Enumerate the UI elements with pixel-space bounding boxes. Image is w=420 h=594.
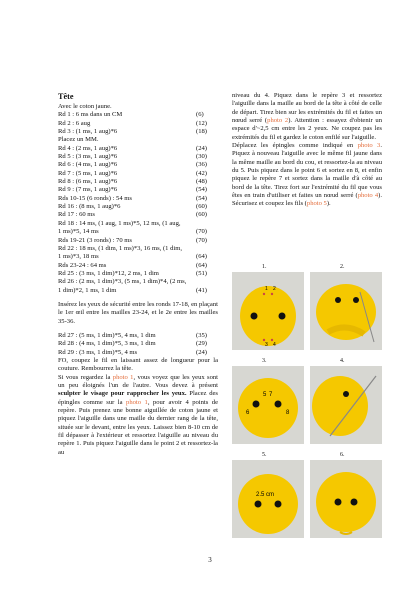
- photo-1: [232, 264, 304, 350]
- photo-number: 1.: [262, 264, 267, 270]
- round-row: Rd 25 : (3 ms, 1 dim)*12, 2 ms, 1 dim (51): [58, 269, 207, 277]
- round-row: Rd 29 : (3 ms, 1 dim)*5, 4 ms (24): [58, 348, 207, 356]
- measure-label: 2.5 cm: [256, 492, 275, 498]
- photo-link[interactable]: photo 1: [126, 398, 148, 406]
- marker: 7: [269, 392, 273, 398]
- place-mm: Placez un MM.: [58, 136, 99, 144]
- photo-link[interactable]: photo 4: [357, 192, 379, 200]
- round-26a: Rd 26 : (2 ms, 1 dim)*3, (5 ms, 1 dim)*4, (2 ms,: [58, 278, 187, 286]
- page-number: 3: [208, 556, 212, 564]
- photo-link[interactable]: photo 5: [306, 200, 327, 208]
- photo-image: [310, 272, 382, 350]
- photo-number: 3.: [262, 358, 267, 364]
- photo-number: 4.: [340, 358, 345, 364]
- marker: 6: [246, 410, 250, 416]
- right-paragraph-2: Déplacez les épingles comme indiqué en photo 3. Piquez à nouveau l'aiguille avec le même fil jaune dans la même maille au bord du cou, et ressortez-la au niveau du 5. Puis piquez dans le point 6 et sortez en 8, et enfin piquez le repère 7 et sortez dans la maille d'à côté au bord de la tête. Tirez fort sur l'extrémité du fil que vous êtes en train d'utiliser et faites un nœud serré (photo 4). Sécurisez et coupez les fils (photo 5).: [232, 142, 382, 208]
- round-row: Rd 3 : (1 ms, 1 aug)*6 (18): [58, 128, 207, 136]
- fo-paragraph: FO, coupez le fil en laissant assez de longueur pour la couture. Rembourrez la tête.: [58, 356, 218, 373]
- section-heading: Tête: [58, 92, 74, 101]
- right-paragraph-1: niveau du 4. Piquez dans le repère 3 et ressortez l'aiguille dans la maille au bord de la tête à côté de celle de départ. Tirez bien sur les extrémités du fil et faites un nœud serré (photo 2). Attention : essayez d'obtenir un espace d'~2,5 cm entre les 2 yeux. Ne coupez pas les extrémités du fil et gardez le coton enfilé sur l'aiguille.: [232, 92, 382, 141]
- round-26b: 1 dim)*2, 1 ms, 1 dim (41): [58, 286, 207, 294]
- photo-image: [310, 366, 382, 444]
- round-row: Rd 2 : 6 aug (12): [58, 119, 207, 127]
- round-row: Rd 1 : 6 ms dans un CM (6): [58, 111, 204, 119]
- photo-3: [232, 358, 304, 444]
- round-row: Rd 9 : (7 ms, 1 aug)*6 (54): [58, 186, 207, 194]
- round-row: Rds 19-21 (3 ronds) : 70 ms (70): [58, 236, 207, 244]
- round-22a: Rd 22 : 18 ms, (1 dim, 1 ms)*3, 16 ms, (1 dim,: [58, 244, 183, 252]
- photo-number: 5.: [262, 452, 267, 458]
- photo-grid: [232, 264, 382, 544]
- intro-line: Avec le coton jaune.: [58, 103, 112, 110]
- photo-4: [310, 358, 382, 444]
- photo-5: [232, 452, 304, 538]
- photo-number: 2.: [340, 264, 345, 270]
- right-column: [232, 92, 382, 209]
- marker: 1: [265, 286, 268, 292]
- round-row: Rd 27 : (5 ms, 1 dim)*5, 4 ms, 1 dim (35): [58, 331, 207, 339]
- round-row: Rd 17 : 60 ms (60): [58, 211, 207, 219]
- photo-image: [310, 460, 382, 538]
- photo-6: [310, 452, 382, 538]
- photo-link[interactable]: photo 3: [357, 142, 381, 150]
- round-row: Rd 5 : (3 ms, 1 aug)*6 (30): [58, 153, 207, 161]
- round-row: Rds 23-24 : 64 ms (64): [58, 261, 207, 269]
- photo-number: 6.: [340, 452, 345, 458]
- round-row: Rd 16 : (8 ms, 1 aug)*6 (60): [58, 203, 207, 211]
- round-18b: 1 ms)*5, 14 ms (70): [58, 228, 207, 236]
- photo-image: [232, 366, 304, 444]
- marker: 5: [263, 392, 267, 398]
- round-row: Rd 8 : (6 ms, 1 aug)*6 (48): [58, 178, 207, 186]
- marker: 8: [286, 410, 290, 416]
- photo-link[interactable]: photo 1: [112, 373, 134, 381]
- marker: 2: [273, 286, 276, 292]
- round-row: Rd 28 : (4 ms, 1 dim)*5, 3 ms, 1 dim (29): [58, 340, 207, 348]
- eyes-paragraph: Insérez les yeux de sécurité entre les ronds 17-18, en plaçant le 1er œil entre les mailles 23-24, et le 2e entre les mailles 35-36.: [58, 300, 218, 325]
- marker: 3: [265, 342, 268, 348]
- round-row: Rd 4 : (2 ms, 1 aug)*6 (24): [58, 144, 207, 152]
- photo-link[interactable]: photo 2: [267, 117, 289, 125]
- round-22b: 1 ms)*3, 18 ms (64): [58, 253, 207, 261]
- photo-2: [310, 264, 382, 350]
- round-row: Rd 6 : (4 ms, 1 aug)*6 (36): [58, 161, 207, 169]
- photo-image: [232, 460, 304, 538]
- round-row: Rd 7 : (5 ms, 1 aug)*6 (42): [58, 169, 207, 177]
- marker: 4: [273, 342, 276, 348]
- round-row: Rds 10-15 (6 ronds) : 54 ms (54): [58, 194, 207, 202]
- round-18a: Rd 18 : 14 ms, (1 aug, 1 ms)*5, 12 ms, (1 aug,: [58, 219, 181, 227]
- sculpt-paragraph: Si vous regardez la photo 1, vous voyez que les yeux sont un peu éloignés l'un de l'autre. Vous devez à présent sculpter le visage pour rapprocher les yeux. Placez des épingles comme sur la photo 1, pour avoir 4 points de repère. Puis prenez une bonne aiguillée de coton jaune et piquez l'aiguille dans une maille du dernier rang de la tête, située sur le devant, entre les yeux. Laissez bien 8-10 cm de fil dépasser à l'extérieur et ressortez l'aiguille au niveau du repère 1. Puis piquez l'aiguille dans le point 2 et ressortez-la au: [58, 373, 219, 456]
- left-column: [58, 92, 218, 457]
- photo-image: [232, 272, 304, 350]
